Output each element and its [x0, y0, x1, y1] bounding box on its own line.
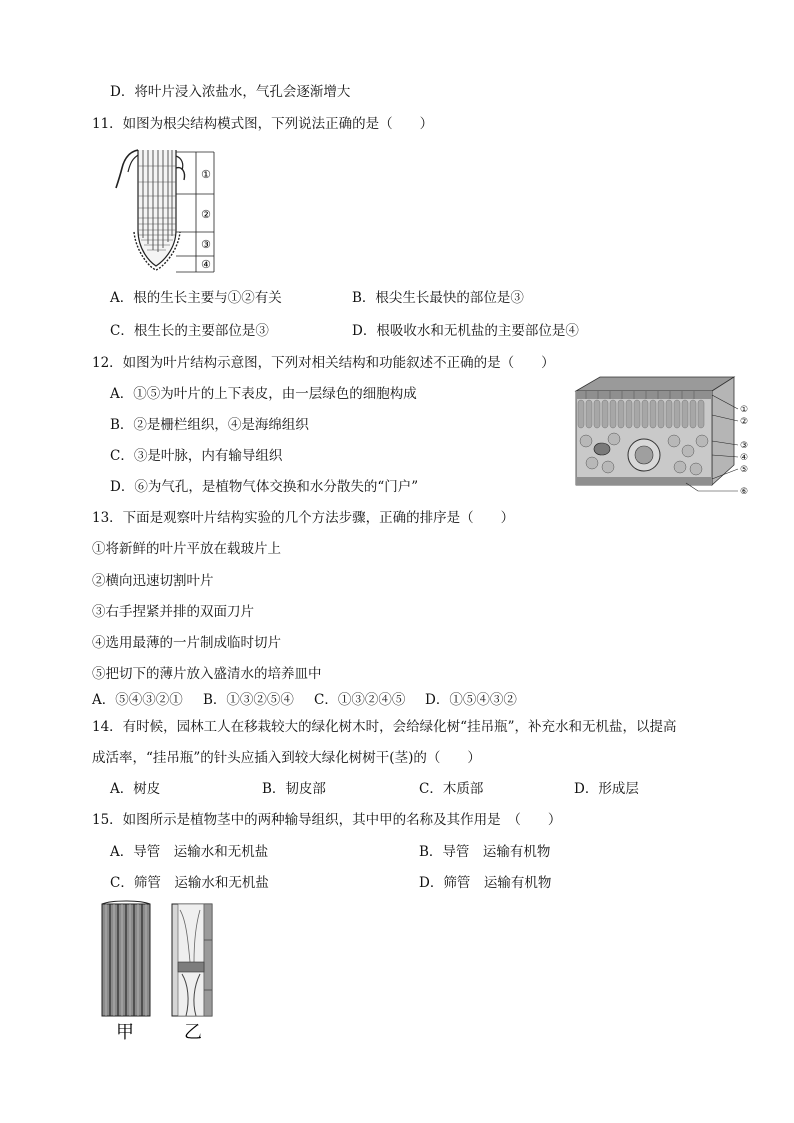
- q13-step-2: ②横向迅速切割叶片: [92, 573, 214, 589]
- q14-stem-line-1: 14．有时候，园林工人在移栽较大的绿化树木时，会给绿化树“挂吊瓶”，补充水和无机盐，以提高: [92, 719, 677, 735]
- q14-option-d: D．形成层: [574, 781, 639, 797]
- leaf-label-1: ①: [740, 405, 749, 415]
- root-tip-figure: [110, 146, 220, 274]
- label-yi: 乙: [184, 1022, 202, 1043]
- q13-option-c: C．①③②④⑤: [314, 692, 406, 708]
- q11-option-c: C．根生长的主要部位是③: [110, 323, 269, 339]
- q13-option-d: D．①⑤④③②: [425, 692, 517, 708]
- q14-option-b: B．韧皮部: [262, 781, 326, 797]
- q13-option-a: A．⑤④③②①: [92, 692, 183, 708]
- q13-step-4: ④选用最薄的一片制成临时切片: [92, 635, 281, 651]
- q12-option-d: D．⑥为气孔，是植物气体交换和水分散失的“门户”: [110, 479, 419, 495]
- q12-option-a: A．①⑤为叶片的上下表皮，由一层绿色的细胞构成: [110, 386, 417, 402]
- q15-stem: 15．如图所示是植物茎中的两种输导组织，其中甲的名称及其作用是 （ ）: [92, 812, 562, 828]
- q13-step-5: ⑤把切下的薄片放入盛清水的培养皿中: [92, 666, 322, 682]
- conducting-tissue-figure: [96, 900, 226, 1045]
- q13-stem: 13．下面是观察叶片结构实验的几个方法步骤，正确的排序是（ ）: [92, 510, 515, 526]
- q15-option-a: A．导管 运输水和无机盐: [110, 844, 269, 860]
- q15-option-b: B．导管 运输有机物: [419, 844, 551, 860]
- q11-option-d: D．根吸收水和无机盐的主要部位是④: [352, 323, 579, 339]
- vessel-illustration: [102, 901, 150, 1016]
- q14-option-a: A．树皮: [110, 781, 161, 797]
- root-label-2: ②: [201, 208, 211, 221]
- root-label-3: ③: [201, 238, 211, 251]
- q11-option-b: B．根尖生长最快的部位是③: [352, 290, 524, 306]
- leaf-label-2: ②: [740, 417, 749, 427]
- q11-option-a: A．根的生长主要与①②有关: [110, 290, 282, 306]
- q13-step-1: ①将新鲜的叶片平放在载玻片上: [92, 541, 281, 557]
- q13-option-b: B．①③②⑤④: [203, 692, 294, 708]
- leaf-label-5: ⑤: [740, 465, 749, 475]
- q12-option-c: C．③是叶脉，内有输导组织: [110, 448, 283, 464]
- label-jia: 甲: [116, 1022, 134, 1043]
- leaf-structure-figure: [574, 375, 754, 501]
- q13-step-3: ③右手捏紧并排的双面刀片: [92, 604, 254, 620]
- root-label-4: ④: [201, 258, 211, 271]
- q14-stem-line-2: 成活率，“挂吊瓶”的针头应插入到较大绿化树树干(茎)的（ ）: [92, 750, 481, 766]
- q10-option-d: D．将叶片浸入浓盐水，气孔会逐渐增大: [110, 84, 351, 100]
- q15-option-c: C．筛管 运输水和无机盐: [110, 875, 269, 891]
- leaf-label-4: ④: [740, 453, 749, 463]
- q14-option-c: C．木质部: [419, 781, 484, 797]
- leaf-label-6: ⑥: [740, 487, 749, 497]
- root-label-1: ①: [201, 168, 211, 181]
- q12-stem: 12．如图为叶片结构示意图，下列对相关结构和功能叙述不正确的是（ ）: [92, 355, 555, 371]
- q15-option-d: D．筛管 运输有机物: [419, 875, 552, 891]
- q11-stem: 11．如图为根尖结构模式图，下列说法正确的是（ ）: [92, 116, 434, 132]
- sieve-tube-illustration: [172, 904, 212, 1016]
- leaf-label-3: ③: [740, 441, 749, 451]
- q12-option-b: B．②是栅栏组织，④是海绵组织: [110, 417, 309, 433]
